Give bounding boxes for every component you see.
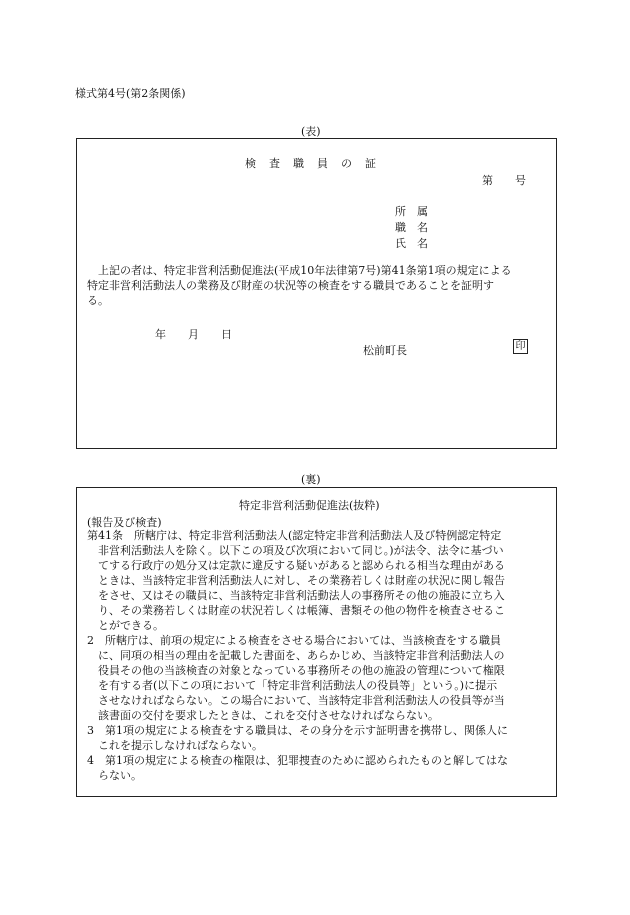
- front-side-label: (表): [301, 125, 321, 138]
- law-text-line: 役員その他の当該検査の対象となっている事務所その他の施設の管理について権限: [87, 664, 505, 677]
- law-text-line: 非営利活動法人を除く。以下この項及び次項において同じ。)が法令、法令に基づい: [87, 544, 504, 557]
- certificate-number: 第 号: [482, 174, 526, 187]
- certification-line: 特定非営利活動法人の業務及び財産の状況等の検査をする職員であることを証明す: [87, 279, 494, 292]
- law-text-line: とができる。: [87, 619, 164, 632]
- seal-stamp: 印: [513, 339, 528, 354]
- law-text-line: 第41条 所轄庁は、特定非営利活動法人(認定特定非営利活動法人及び特例認定特定: [87, 529, 502, 542]
- certificate-back: [76, 487, 557, 797]
- section-heading: (報告及び検査): [87, 516, 162, 529]
- law-text-line: を有する者(以下この項において「特定非営利活動法人の役員等」という。)に提示: [87, 679, 498, 692]
- law-text-line: をさせ、又はその職員に、当該特定非営利活動法人の事務所その他の施設に立ち入: [87, 589, 505, 602]
- law-text-line: り、その業務若しくは財産の状況若しくは帳簿、書類その他の物件を検査させるこ: [87, 604, 505, 617]
- law-text-line: させなければならない。この場合において、当該特定非営利活動法人の役員等が当: [87, 694, 505, 707]
- certification-line: 上記の者は、特定非営利活動促進法(平成10年法律第7号)第41条第1項の規定による: [87, 264, 512, 277]
- law-text-line: 4 第1項の規定による検査の権限は、犯罪捜査のために認められたものと解してはな: [87, 754, 508, 767]
- law-text-line: 2 所轄庁は、前項の規定による検査をさせる場合においては、当該検査をする職員: [87, 634, 501, 647]
- field-affiliation: 所 属: [395, 205, 428, 218]
- law-text-line: これを提示しなければならない。: [87, 739, 263, 752]
- law-text-line: てする行政庁の処分又は定款に違反する疑いがあると認められる相当な理由がある: [87, 559, 505, 572]
- issuer-name: 松前町長: [363, 344, 407, 357]
- law-text-line: ときは、当該特定非営利活動法人に対し、その業務若しくは財産の状況に関し報告: [87, 574, 505, 587]
- law-text-line: らない。: [87, 769, 142, 782]
- field-position: 職 名: [395, 221, 428, 234]
- certification-line: る。: [87, 294, 109, 307]
- back-side-label: (裏): [301, 473, 321, 486]
- law-text-line: 該書面の交付を要求したときは、これを交付させなければならない。: [87, 709, 439, 722]
- certificate-front: [76, 138, 557, 449]
- certificate-title: 検 査 職 員 の 証: [245, 157, 377, 170]
- date-line: 年 月 日: [155, 328, 232, 341]
- law-title: 特定非営利活動促進法(抜粋): [239, 499, 380, 512]
- law-text-line: に、同項の相当の理由を記載した書面を、あらかじめ、当該特定非営利活動法人の: [87, 649, 505, 662]
- field-name: 氏 名: [395, 237, 428, 250]
- form-label: 様式第4号(第2条関係): [75, 87, 186, 100]
- law-text-line: 3 第1項の規定による検査をする職員は、その身分を示す証明書を携帯し、関係人に: [87, 724, 508, 737]
